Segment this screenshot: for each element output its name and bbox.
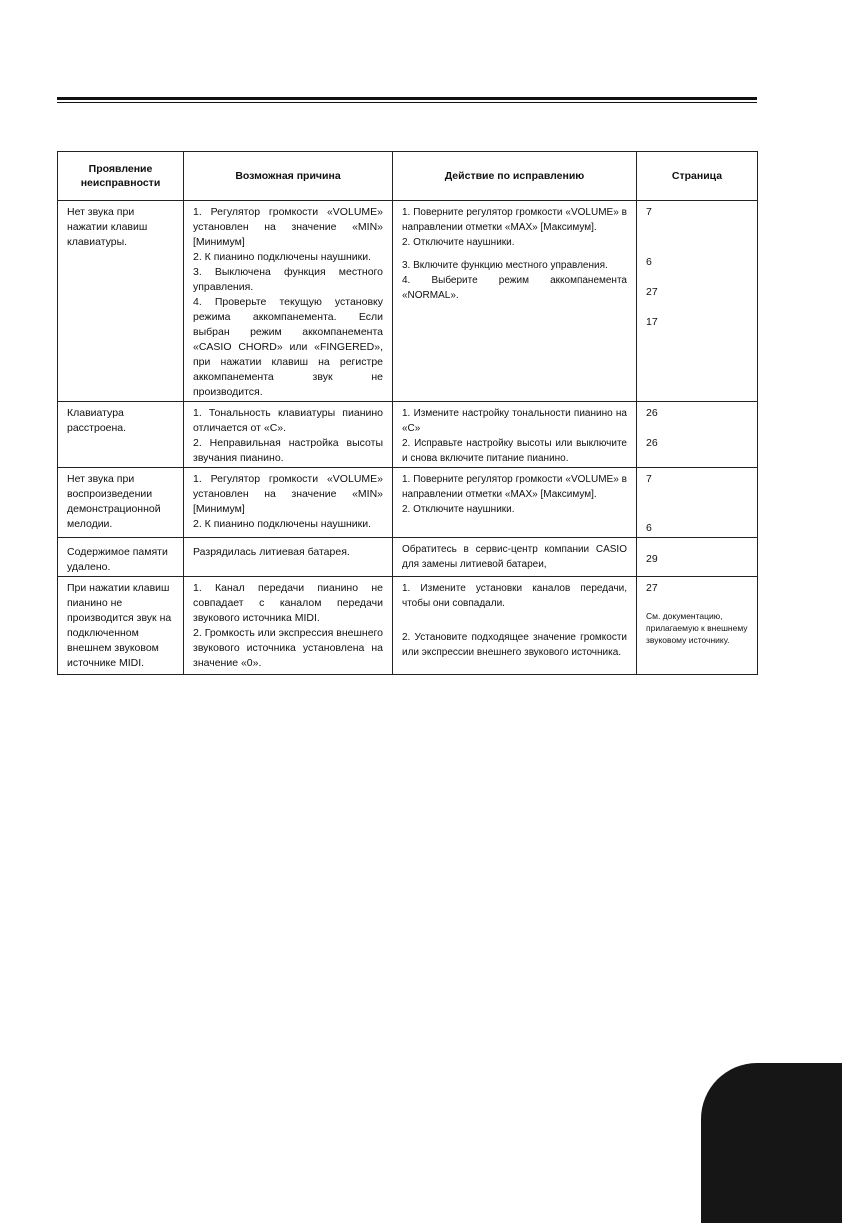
action-cell xyxy=(393,538,637,577)
header-action: Действие по исправлению xyxy=(393,152,637,201)
table-row xyxy=(58,468,758,538)
cause-cell xyxy=(184,538,393,577)
action-item: 3. Включите функцию местного управления. xyxy=(402,260,608,271)
cause-item: 2. Неправильная настройка высоты звучания пианино. xyxy=(193,437,383,464)
page-number: 29 xyxy=(646,553,658,565)
symptom-cell: Содержимое памяти удалено. xyxy=(58,538,184,577)
action-item: Обратитесь в сервис-центр компании CASIO для замены литиевой батареи, xyxy=(402,544,627,570)
action-cell xyxy=(393,402,637,468)
page-cell xyxy=(637,577,758,675)
page-number: 6 xyxy=(646,522,652,534)
action-cell xyxy=(393,468,637,538)
action-cell xyxy=(393,577,637,675)
troubleshooting-table xyxy=(57,151,758,675)
header-cause: Возможная причина xyxy=(184,152,393,201)
action-item: 4. Выберите режим аккомпанемента «NORMAL». xyxy=(402,275,627,301)
symptom-cell: Нет звука при нажатии клавиш клавиатуры. xyxy=(58,201,184,402)
action-item: 1. Поверните регулятор громкости «VOLUME» в направлении отметки «MAX» [Максимум]. xyxy=(402,474,627,500)
page-cell xyxy=(637,402,758,468)
cause-item: 3. Выключена функция местного управления. xyxy=(193,266,383,293)
page-note: См. документацию, прилагаемую к внешнему звуковому источнику. xyxy=(646,611,748,645)
cause-item: 4. Проверьте текущую установку режима аккомпанемента. Если выбран режим аккомпанемента «CASIO CHORD» или «FINGERED», при нажатии клавиш на регистре аккомпанемента звук не производится. xyxy=(193,296,383,398)
cause-item: 1. Тональность клавиатуры пианино отличается от «C». xyxy=(193,407,383,434)
cause-item: Разрядилась литиевая батарея. xyxy=(193,546,350,558)
action-item: 2. Исправьте настройку высоты или выключите и снова включите питание пианино. xyxy=(402,438,627,464)
table-header-row xyxy=(58,152,758,201)
action-cell xyxy=(393,201,637,402)
cause-item: 2. К пианино подключены наушники. xyxy=(193,518,372,530)
action-item: 2. Установите подходящее значение громкости или экспрессии внешнего звукового источника. xyxy=(402,632,627,658)
page-number: 26 xyxy=(646,437,658,449)
action-item: 1. Измените установки каналов передачи, чтобы они совпадали. xyxy=(402,583,627,609)
action-item: 2. Отключите наушники. xyxy=(402,504,515,515)
action-item: 1. Поверните регулятор громкости «VOLUME» в направлении отметки «MAX» [Максимум]. xyxy=(402,207,627,233)
symptom-cell: При нажатии клавиш пианино не производится звук на подключенном внешнем звуковом источнике MIDI. xyxy=(58,577,184,675)
symptom-cell: Нет звука при воспроизведении демонстрационной мелодии. xyxy=(58,468,184,538)
page-number: 26 xyxy=(646,407,658,419)
cause-item: 1. Регулятор громкости «VOLUME» установлен на значение «MIN» [Минимум] xyxy=(193,473,383,515)
page-number: 7 xyxy=(646,206,652,218)
header-rule-thin xyxy=(57,102,757,103)
table-row xyxy=(58,538,758,577)
header-symptom: Проявление неисправности xyxy=(58,152,184,201)
header-page: Страница xyxy=(637,152,758,201)
action-item: 2. Отключите наушники. xyxy=(402,237,515,248)
cause-item: 2. Громкость или экспрессия внешнего звукового источника установлена на значение «0». xyxy=(193,627,383,669)
section-tab-marker xyxy=(701,1063,842,1223)
cause-item: 2. К пианино подключены наушники. xyxy=(193,251,372,263)
page-number: 6 xyxy=(646,256,652,268)
table-row xyxy=(58,402,758,468)
action-item: 1. Измените настройку тональности пианино на «C» xyxy=(402,408,627,434)
page-cell xyxy=(637,538,758,577)
page-cell xyxy=(637,468,758,538)
cause-item: 1. Канал передачи пианино не совпадает с каналом передачи звукового источника MIDI. xyxy=(193,582,383,624)
table-row xyxy=(58,577,758,675)
page-number: 27 xyxy=(646,286,658,298)
cause-cell xyxy=(184,468,393,538)
header-rule-thick xyxy=(57,97,757,100)
cause-cell xyxy=(184,402,393,468)
page-number: 17 xyxy=(646,316,658,328)
cause-cell xyxy=(184,201,393,402)
page-cell xyxy=(637,201,758,402)
cause-item: 1. Регулятор громкости «VOLUME» установлен на значение «MIN» [Минимум] xyxy=(193,206,383,248)
page-number: 7 xyxy=(646,473,652,485)
table-row xyxy=(58,201,758,402)
symptom-cell: Клавиатура расстроена. xyxy=(58,402,184,468)
cause-cell xyxy=(184,577,393,675)
page-number: 27 xyxy=(646,582,658,594)
